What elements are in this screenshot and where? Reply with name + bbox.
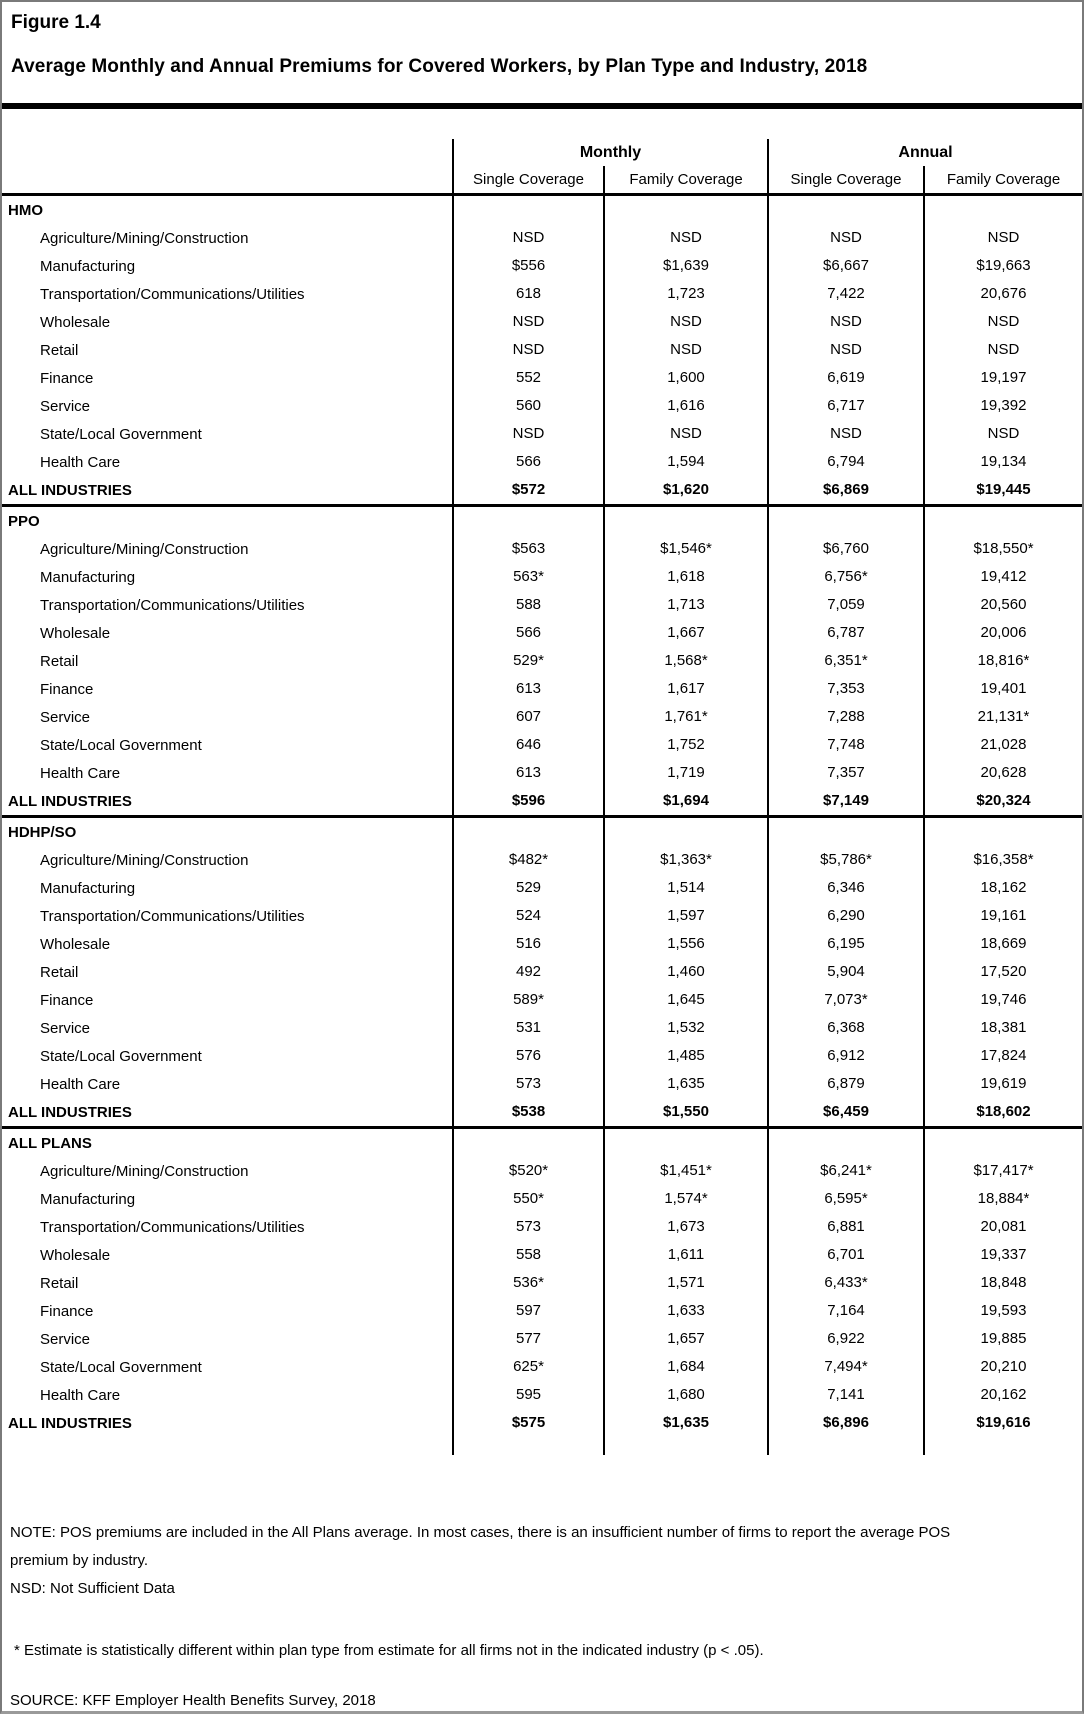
- cell-value: 7,164: [767, 1297, 923, 1325]
- cell-value: 17,824: [923, 1042, 1082, 1070]
- cell-value: $1,635: [603, 1409, 767, 1437]
- cell-value: $6,760: [767, 535, 923, 563]
- cell-value: 6,195: [767, 930, 923, 958]
- cell-value: NSD: [923, 336, 1082, 364]
- cell-value: 536*: [452, 1269, 603, 1297]
- cell-value: 1,719: [603, 759, 767, 787]
- cell-value: [767, 196, 923, 224]
- cell-value: 573: [452, 1070, 603, 1098]
- row-label: Health Care: [40, 1386, 121, 1404]
- row-label: ALL INDUSTRIES: [8, 1103, 132, 1121]
- cell-value: $19,445: [923, 476, 1082, 504]
- title-divider: [2, 103, 1082, 109]
- table-row: [2, 1381, 1082, 1409]
- cell-value: 6,351*: [767, 647, 923, 675]
- cell-value: 18,884*: [923, 1185, 1082, 1213]
- table-row: [2, 336, 1082, 364]
- row-label: Retail: [40, 341, 79, 359]
- row-label: Finance: [40, 680, 94, 698]
- table-row: [2, 420, 1082, 448]
- cell-value: 19,746: [923, 986, 1082, 1014]
- row-label: Manufacturing: [40, 568, 136, 586]
- row-label: Retail: [40, 963, 79, 981]
- cell-value: 19,619: [923, 1070, 1082, 1098]
- table-row: [2, 846, 1082, 874]
- section-header-row: [2, 196, 1082, 224]
- total-row: [2, 1409, 1082, 1437]
- cell-value: $538: [452, 1098, 603, 1126]
- plan-section: [2, 1126, 1082, 1437]
- cell-value: 1,597: [603, 902, 767, 930]
- cell-value: 6,346: [767, 874, 923, 902]
- column-group-monthly: Monthly: [452, 139, 767, 166]
- cell-value: NSD: [923, 308, 1082, 336]
- row-label: Service: [40, 1019, 91, 1037]
- cell-value: 7,748: [767, 731, 923, 759]
- cell-value: NSD: [603, 308, 767, 336]
- table-row: [2, 759, 1082, 787]
- cell-value: 1,645: [603, 986, 767, 1014]
- cell-value: [923, 507, 1082, 535]
- table-row: [2, 1353, 1082, 1381]
- cell-value: 1,723: [603, 280, 767, 308]
- cell-value: NSD: [923, 420, 1082, 448]
- cell-value: 625*: [452, 1353, 603, 1381]
- cell-value: 560: [452, 392, 603, 420]
- cell-value: 6,756*: [767, 563, 923, 591]
- plan-section: [2, 815, 1082, 1126]
- cell-value: 6,879: [767, 1070, 923, 1098]
- cell-value: 18,848: [923, 1269, 1082, 1297]
- table-row: [2, 1042, 1082, 1070]
- cell-value: 492: [452, 958, 603, 986]
- table-row: [2, 591, 1082, 619]
- row-label: Manufacturing: [40, 257, 136, 275]
- plan-section: [2, 504, 1082, 815]
- row-label: Retail: [40, 1274, 79, 1292]
- cell-value: NSD: [767, 224, 923, 252]
- row-label: State/Local Government: [40, 425, 202, 443]
- table-row: [2, 1014, 1082, 1042]
- cell-value: 1,752: [603, 731, 767, 759]
- table-row: [2, 252, 1082, 280]
- cell-value: 516: [452, 930, 603, 958]
- cell-value: [603, 196, 767, 224]
- cell-value: 613: [452, 675, 603, 703]
- table-row: [2, 280, 1082, 308]
- table-row: [2, 1213, 1082, 1241]
- cell-value: 1,635: [603, 1070, 767, 1098]
- cell-value: $556: [452, 252, 603, 280]
- table-row: [2, 1269, 1082, 1297]
- table-row: [2, 958, 1082, 986]
- cell-value: 7,059: [767, 591, 923, 619]
- column-header-row: [2, 166, 1082, 193]
- nsd-note: NSD: Not Sufficient Data: [10, 1580, 175, 1597]
- cell-value: NSD: [452, 420, 603, 448]
- cell-value: $6,869: [767, 476, 923, 504]
- cell-value: $7,149: [767, 787, 923, 815]
- cell-value: 7,357: [767, 759, 923, 787]
- cell-value: 18,669: [923, 930, 1082, 958]
- cell-value: 576: [452, 1042, 603, 1070]
- cell-value: 1,680: [603, 1381, 767, 1409]
- cell-value: 1,571: [603, 1269, 767, 1297]
- notes-block: [10, 1519, 978, 1603]
- cell-value: 1,618: [603, 563, 767, 591]
- cell-value: [452, 1129, 603, 1157]
- table-bottom-stub: [2, 1437, 1082, 1455]
- cell-value: 19,392: [923, 392, 1082, 420]
- cell-value: $1,363*: [603, 846, 767, 874]
- table-row: [2, 647, 1082, 675]
- cell-value: 1,667: [603, 619, 767, 647]
- cell-value: [603, 1129, 767, 1157]
- cell-value: 589*: [452, 986, 603, 1014]
- total-row: [2, 787, 1082, 815]
- row-label: Finance: [40, 369, 94, 387]
- cell-value: 524: [452, 902, 603, 930]
- cell-value: 6,290: [767, 902, 923, 930]
- cell-value: 1,657: [603, 1325, 767, 1353]
- section-label: ALL PLANS: [8, 1134, 92, 1152]
- table-row: [2, 902, 1082, 930]
- cell-value: 6,619: [767, 364, 923, 392]
- row-label: Wholesale: [40, 624, 111, 642]
- figure-label: Figure 1.4: [11, 12, 101, 33]
- cell-value: 20,081: [923, 1213, 1082, 1241]
- table-row: [2, 1185, 1082, 1213]
- cell-value: [767, 1437, 923, 1455]
- row-label: Manufacturing: [40, 1190, 136, 1208]
- figure-title: Average Monthly and Annual Premiums for Covered Workers, by Plan Type and Industry, 2018: [11, 56, 868, 77]
- cell-value: $1,451*: [603, 1157, 767, 1185]
- cell-value: $6,241*: [767, 1157, 923, 1185]
- cell-value: NSD: [923, 224, 1082, 252]
- cell-value: [767, 1129, 923, 1157]
- cell-value: 6,595*: [767, 1185, 923, 1213]
- cell-value: $5,786*: [767, 846, 923, 874]
- cell-value: 566: [452, 448, 603, 476]
- cell-value: $19,616: [923, 1409, 1082, 1437]
- cell-value: 19,412: [923, 563, 1082, 591]
- cell-value: 5,904: [767, 958, 923, 986]
- cell-value: $482*: [452, 846, 603, 874]
- cell-value: $520*: [452, 1157, 603, 1185]
- row-label: ALL INDUSTRIES: [8, 481, 132, 499]
- table-row: [2, 224, 1082, 252]
- row-label: Service: [40, 1330, 91, 1348]
- cell-value: $20,324: [923, 787, 1082, 815]
- cell-value: 17,520: [923, 958, 1082, 986]
- cell-value: NSD: [452, 308, 603, 336]
- cell-value: 19,161: [923, 902, 1082, 930]
- cell-value: 7,073*: [767, 986, 923, 1014]
- table-row: [2, 448, 1082, 476]
- cell-value: 19,337: [923, 1241, 1082, 1269]
- cell-value: 595: [452, 1381, 603, 1409]
- cell-value: $1,546*: [603, 535, 767, 563]
- table-body: [2, 193, 1082, 1455]
- cell-value: 597: [452, 1297, 603, 1325]
- cell-value: [923, 196, 1082, 224]
- cell-value: [923, 818, 1082, 846]
- cell-value: 18,162: [923, 874, 1082, 902]
- cell-value: NSD: [603, 336, 767, 364]
- total-row: [2, 1098, 1082, 1126]
- cell-value: 566: [452, 619, 603, 647]
- source-note: SOURCE: KFF Employer Health Benefits Survey, 2018: [10, 1692, 376, 1709]
- cell-value: [603, 507, 767, 535]
- cell-value: $563: [452, 535, 603, 563]
- cell-value: [452, 196, 603, 224]
- row-label: State/Local Government: [40, 1047, 202, 1065]
- plan-section: [2, 196, 1082, 504]
- cell-value: 1,568*: [603, 647, 767, 675]
- table-row: [2, 364, 1082, 392]
- cell-value: $575: [452, 1409, 603, 1437]
- cell-value: $6,459: [767, 1098, 923, 1126]
- row-label: Finance: [40, 1302, 94, 1320]
- row-label: Agriculture/Mining/Construction: [40, 229, 249, 247]
- row-label: Health Care: [40, 1075, 121, 1093]
- cell-value: [923, 1437, 1082, 1455]
- cell-value: [923, 1129, 1082, 1157]
- table-row: [2, 1070, 1082, 1098]
- row-label: Health Care: [40, 453, 121, 471]
- column-header-monthly-family: Family Coverage: [603, 166, 767, 193]
- cell-value: $16,358*: [923, 846, 1082, 874]
- cell-value: 19,197: [923, 364, 1082, 392]
- cell-value: 19,593: [923, 1297, 1082, 1325]
- cell-value: 618: [452, 280, 603, 308]
- cell-value: NSD: [452, 224, 603, 252]
- cell-value: $572: [452, 476, 603, 504]
- cell-value: $596: [452, 787, 603, 815]
- cell-value: [452, 507, 603, 535]
- column-header-monthly-single: Single Coverage: [452, 166, 603, 193]
- table-row: [2, 1297, 1082, 1325]
- cell-value: 1,761*: [603, 703, 767, 731]
- cell-value: $6,667: [767, 252, 923, 280]
- cell-value: NSD: [767, 420, 923, 448]
- cell-value: 558: [452, 1241, 603, 1269]
- table-row: [2, 535, 1082, 563]
- cell-value: 19,885: [923, 1325, 1082, 1353]
- row-label: Finance: [40, 991, 94, 1009]
- cell-value: 1,485: [603, 1042, 767, 1070]
- table-row: [2, 308, 1082, 336]
- table-row: [2, 1241, 1082, 1269]
- row-label: Health Care: [40, 764, 121, 782]
- cell-value: NSD: [767, 308, 923, 336]
- row-label: Service: [40, 397, 91, 415]
- cell-value: 577: [452, 1325, 603, 1353]
- section-label: PPO: [8, 512, 40, 530]
- cell-value: 7,141: [767, 1381, 923, 1409]
- row-label: Transportation/Communications/Utilities: [40, 1218, 305, 1236]
- cell-value: $17,417*: [923, 1157, 1082, 1185]
- cell-value: 6,368: [767, 1014, 923, 1042]
- cell-value: 531: [452, 1014, 603, 1042]
- row-label: Wholesale: [40, 935, 111, 953]
- cell-value: 20,560: [923, 591, 1082, 619]
- cell-value: 6,787: [767, 619, 923, 647]
- cell-value: 646: [452, 731, 603, 759]
- row-label: Agriculture/Mining/Construction: [40, 540, 249, 558]
- section-label: HDHP/SO: [8, 823, 77, 841]
- section-header-row: [2, 1129, 1082, 1157]
- cell-value: NSD: [767, 336, 923, 364]
- cell-value: $18,550*: [923, 535, 1082, 563]
- cell-value: $1,620: [603, 476, 767, 504]
- cell-value: 7,422: [767, 280, 923, 308]
- cell-value: 1,684: [603, 1353, 767, 1381]
- row-label: State/Local Government: [40, 736, 202, 754]
- cell-value: 21,131*: [923, 703, 1082, 731]
- cell-value: 529: [452, 874, 603, 902]
- row-label: Manufacturing: [40, 879, 136, 897]
- cell-value: 1,600: [603, 364, 767, 392]
- cell-value: 6,433*: [767, 1269, 923, 1297]
- cell-value: $1,639: [603, 252, 767, 280]
- row-label: Transportation/Communications/Utilities: [40, 285, 305, 303]
- cell-value: 20,628: [923, 759, 1082, 787]
- section-header-row: [2, 507, 1082, 535]
- cell-value: 18,816*: [923, 647, 1082, 675]
- column-header-annual-family: Family Coverage: [923, 166, 1082, 193]
- cell-value: 6,881: [767, 1213, 923, 1241]
- row-label: Service: [40, 708, 91, 726]
- row-label: Retail: [40, 652, 79, 670]
- cell-value: [603, 1437, 767, 1455]
- cell-value: 1,594: [603, 448, 767, 476]
- cell-value: 552: [452, 364, 603, 392]
- row-label: Wholesale: [40, 313, 111, 331]
- row-label: Transportation/Communications/Utilities: [40, 596, 305, 614]
- table-row: [2, 874, 1082, 902]
- footnote: * Estimate is statistically different within plan type from estimate for all firms not in the indicated industry (p < .05).: [14, 1642, 764, 1659]
- cell-value: 1,460: [603, 958, 767, 986]
- cell-value: 1,514: [603, 874, 767, 902]
- cell-value: 20,006: [923, 619, 1082, 647]
- cell-value: 6,701: [767, 1241, 923, 1269]
- cell-value: 7,494*: [767, 1353, 923, 1381]
- cell-value: $19,663: [923, 252, 1082, 280]
- cell-value: 7,288: [767, 703, 923, 731]
- cell-value: 529*: [452, 647, 603, 675]
- table-row: [2, 675, 1082, 703]
- cell-value: NSD: [603, 224, 767, 252]
- table-row: [2, 619, 1082, 647]
- cell-value: 1,574*: [603, 1185, 767, 1213]
- cell-value: 1,556: [603, 930, 767, 958]
- column-group-annual: Annual: [767, 139, 1082, 166]
- cell-value: [452, 818, 603, 846]
- cell-value: [767, 507, 923, 535]
- cell-value: 588: [452, 591, 603, 619]
- cell-value: 1,713: [603, 591, 767, 619]
- note-text: NOTE: POS premiums are included in the All Plans average. In most cases, there is an insufficient number of firms to report the average POS premium by industry.: [10, 1524, 951, 1569]
- cell-value: 19,401: [923, 675, 1082, 703]
- table-row: [2, 731, 1082, 759]
- cell-value: 1,616: [603, 392, 767, 420]
- table-row: [2, 1157, 1082, 1185]
- row-label: ALL INDUSTRIES: [8, 1414, 132, 1432]
- section-header-row: [2, 818, 1082, 846]
- cell-value: 1,617: [603, 675, 767, 703]
- cell-value: NSD: [452, 336, 603, 364]
- cell-value: 18,381: [923, 1014, 1082, 1042]
- row-label: ALL INDUSTRIES: [8, 792, 132, 810]
- row-label: Wholesale: [40, 1246, 111, 1264]
- cell-value: [603, 818, 767, 846]
- table-row: [2, 986, 1082, 1014]
- table-row: [2, 1325, 1082, 1353]
- cell-value: $1,694: [603, 787, 767, 815]
- cell-value: 613: [452, 759, 603, 787]
- cell-value: 6,912: [767, 1042, 923, 1070]
- section-label: HMO: [8, 201, 43, 219]
- cell-value: NSD: [603, 420, 767, 448]
- cell-value: 1,633: [603, 1297, 767, 1325]
- cell-value: 550*: [452, 1185, 603, 1213]
- cell-value: 20,210: [923, 1353, 1082, 1381]
- row-label: State/Local Government: [40, 1358, 202, 1376]
- row-label: Transportation/Communications/Utilities: [40, 907, 305, 925]
- column-header-annual-single: Single Coverage: [767, 166, 923, 193]
- column-group-row: [2, 139, 1082, 166]
- cell-value: $1,550: [603, 1098, 767, 1126]
- table-row: [2, 703, 1082, 731]
- cell-value: 6,717: [767, 392, 923, 420]
- table-header: [2, 139, 1082, 193]
- cell-value: 19,134: [923, 448, 1082, 476]
- cell-value: $18,602: [923, 1098, 1082, 1126]
- table-row: [2, 392, 1082, 420]
- cell-value: 20,676: [923, 280, 1082, 308]
- cell-value: 563*: [452, 563, 603, 591]
- cell-value: 1,611: [603, 1241, 767, 1269]
- cell-value: 607: [452, 703, 603, 731]
- cell-value: [452, 1437, 603, 1455]
- cell-value: 6,794: [767, 448, 923, 476]
- cell-value: 573: [452, 1213, 603, 1241]
- cell-value: 1,673: [603, 1213, 767, 1241]
- cell-value: 21,028: [923, 731, 1082, 759]
- total-row: [2, 476, 1082, 504]
- table-row: [2, 930, 1082, 958]
- cell-value: $6,896: [767, 1409, 923, 1437]
- cell-value: 1,532: [603, 1014, 767, 1042]
- row-label: Agriculture/Mining/Construction: [40, 851, 249, 869]
- cell-value: 6,922: [767, 1325, 923, 1353]
- row-label: Agriculture/Mining/Construction: [40, 1162, 249, 1180]
- cell-value: 7,353: [767, 675, 923, 703]
- cell-value: 20,162: [923, 1381, 1082, 1409]
- table-row: [2, 563, 1082, 591]
- cell-value: [767, 818, 923, 846]
